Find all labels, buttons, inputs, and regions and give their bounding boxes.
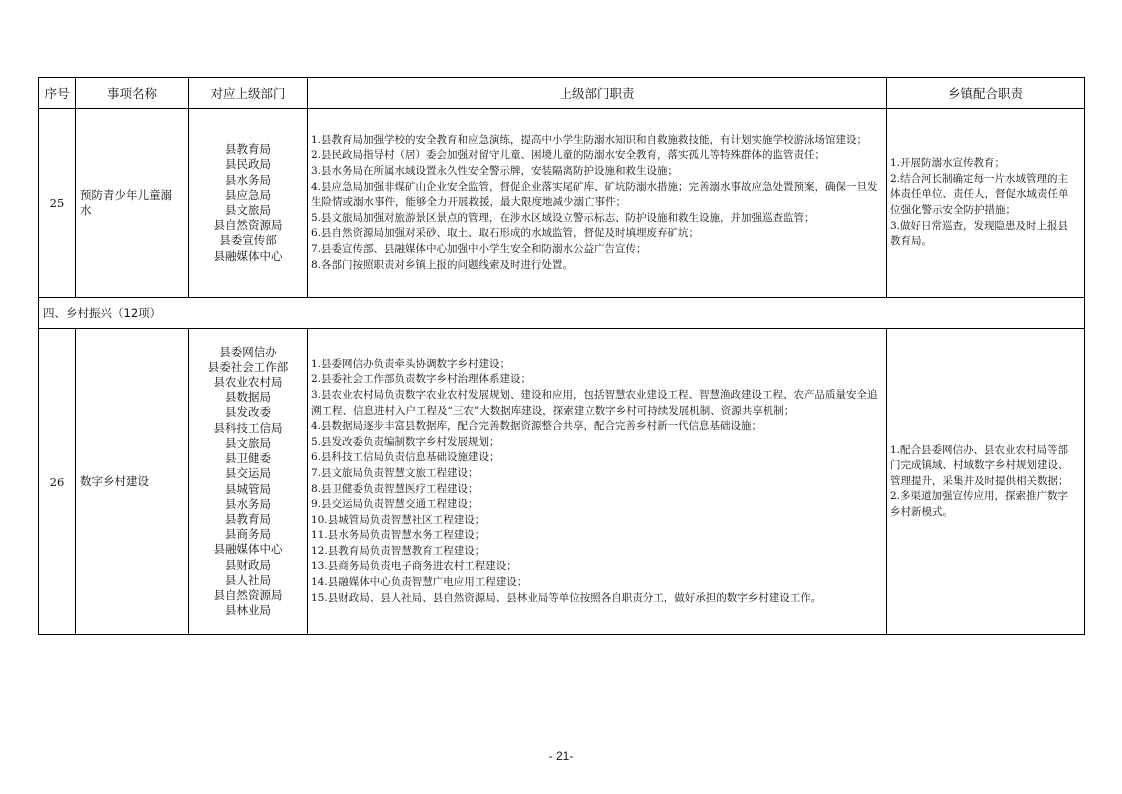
duty-item: 8.县卫健委负责智慧医疗工程建设； [311,482,479,495]
dept-item: 县委网信办 [219,344,277,359]
header-row [39,78,1085,109]
dept-item: 县水务局 [225,496,271,511]
dept-item: 县财政局 [225,557,271,572]
section-title: 四、乡村振兴（12项） [39,298,1085,329]
header-no: 序号 [39,78,76,109]
item-name: 数字乡村建设 [76,329,189,635]
town-duty-item: 3.做好日常巡查，发现隐患及时上报县教育局。 [890,219,1069,248]
dept-list [189,109,308,298]
dept-item: 县民政局 [225,157,271,172]
dept-item: 县城管局 [225,481,271,496]
header-duties: 上级部门职责 [308,78,887,109]
duty-item: 4.县数据局逐步丰富县数据库，配合完善数据资源整合共享，配合完善乡村新一代信息基础设施； [311,420,763,433]
dept-item: 县人社局 [225,572,271,587]
dept-item: 县卫健委 [225,451,271,466]
page-number: - 21- [548,749,574,763]
dept-item: 县交运局 [225,466,271,481]
dept-item: 县委宣传部 [219,233,277,248]
row-number: 25 [39,109,76,298]
dept-item: 县自然资源局 [213,587,283,602]
dept-item: 县应急局 [225,187,271,202]
dept-item: 县发改委 [225,405,271,420]
duty-item: 5.县文旅局加强对旅游景区景点的管理，在涉水区域设立警示标志、防护设施和救生设施，并加强巡查监管； [311,211,815,224]
dept-item: 县自然资源局 [213,218,283,233]
town-duty-item: 2.多渠道加强宣传应用，探索推广数字乡村新模式。 [890,490,1069,518]
table-row [39,329,1085,635]
duty-item: 2.县委社会工作部负责数字乡村治理体系建设； [311,373,532,386]
duty-item: 1.县教育局加强学校的安全教育和应急演练，提高中小学生防溺水知识和自救施救技能，有计划实施学校游泳场馆建设； [311,133,868,146]
header-town-duties: 乡镇配合职责 [887,78,1085,109]
section-row [39,298,1085,329]
duty-item: 4.县应急局加强非煤矿山企业安全监管，督促企业落实尾矿库、矿坑防溺水措施；完善溺水事故应急处置预案，确保一旦发生险情或溺水事件，能够全力开展救援，最大限度地减少溺亡事件； [311,180,878,209]
duty-item: 6.县科技工信局负责信息基础设施建设； [311,451,500,464]
dept-item: 县水务局 [225,172,271,187]
duty-item: 2.县民政局指导村（居）委会加强对留守儿童、困境儿童的防溺水安全教育，落实孤儿等特殊群体的监管责任； [311,149,826,162]
dept-item: 县商务局 [225,527,271,542]
duty-item: 7.县委宣传部、县融媒体中心加强中小学生安全和防溺水公益广告宣传； [311,242,647,255]
duty-item: 10.县城管局负责智慧社区工程建设； [311,513,486,526]
duty-item: 7.县文旅局负责智慧文旅工程建设； [311,466,479,479]
responsibility-table [38,77,1085,635]
town-duty-list [887,329,1085,635]
duty-list [308,109,887,298]
town-duty-item: 1.配合县委网信办、县农业农村局等部门完成镇域、村域数字乡村规划建设、管理提升，采集并及时提供相关数据； [890,443,1069,487]
duty-item: 1.县委网信办负责牵头协调数字乡村建设； [311,357,511,370]
dept-item: 县教育局 [225,511,271,526]
row-number: 26 [39,329,76,635]
item-name: 预防青少年儿童溺水 [76,109,189,298]
town-duty-item: 2.结合河长制确定每一片水域管理的主体责任单位、责任人，督促水域责任单位强化警示安全防护措施； [890,172,1069,216]
duty-item: 8.各部门按照职责对乡镇上报的问题线索及时进行处置。 [311,258,574,271]
dept-item: 县委社会工作部 [207,359,289,374]
dept-item: 县文旅局 [225,435,271,450]
dept-item: 县农业农村局 [213,375,283,390]
dept-item: 县数据局 [225,390,271,405]
duty-item: 3.县农业农村局负责数字农业农村发展规划、建设和应用，包括智慧农业建设工程、智慧渔政建设工程、农产品质量安全追溯工程、信息进村入户工程及“三农”大数据库建设，探索建立数字乡村可持续发展机制、资源共享机制； [311,388,878,417]
duty-list [308,329,887,635]
duty-item: 5.县发改委负责编制数字乡村发展规划； [311,435,500,448]
dept-item: 县融媒体中心 [213,248,283,263]
duty-item: 6.县自然资源局加强对采砂、取土、取石形成的水域监管，督促及时填埋废弃矿坑； [311,227,700,240]
dept-item: 县林业局 [225,603,271,618]
header-dept: 对应上级部门 [189,78,308,109]
dept-item: 县科技工信局 [213,420,283,435]
duty-item: 15.县财政局、县人社局、县自然资源局、县林业局等单位按照各自职责分工，做好承担的数字乡村建设工作。 [311,591,822,604]
dept-item: 县教育局 [225,142,271,157]
header-item-name: 事项名称 [76,78,189,109]
duty-item: 11.县水务局负责智慧水务工程建设； [311,529,486,542]
duty-item: 12.县教育局负责智慧教育工程建设； [311,544,486,557]
town-duty-item: 1.开展防溺水宣传教育； [890,157,1006,170]
table-row [39,109,1085,298]
dept-list [189,329,308,635]
duty-item: 3.县水务局在所属水域设置永久性安全警示牌，安装隔离防护设施和救生设施； [311,165,679,178]
dept-item: 县文旅局 [225,203,271,217]
dept-item: 县融媒体中心 [213,542,283,557]
duty-item: 13.县商务局负责电子商务进农村工程建设； [311,560,517,573]
duty-item: 9.县交运局负责智慧交通工程建设； [311,498,479,511]
town-duty-list [887,109,1085,298]
duty-item: 14.县融媒体中心负责智慧广电应用工程建设； [311,576,528,589]
